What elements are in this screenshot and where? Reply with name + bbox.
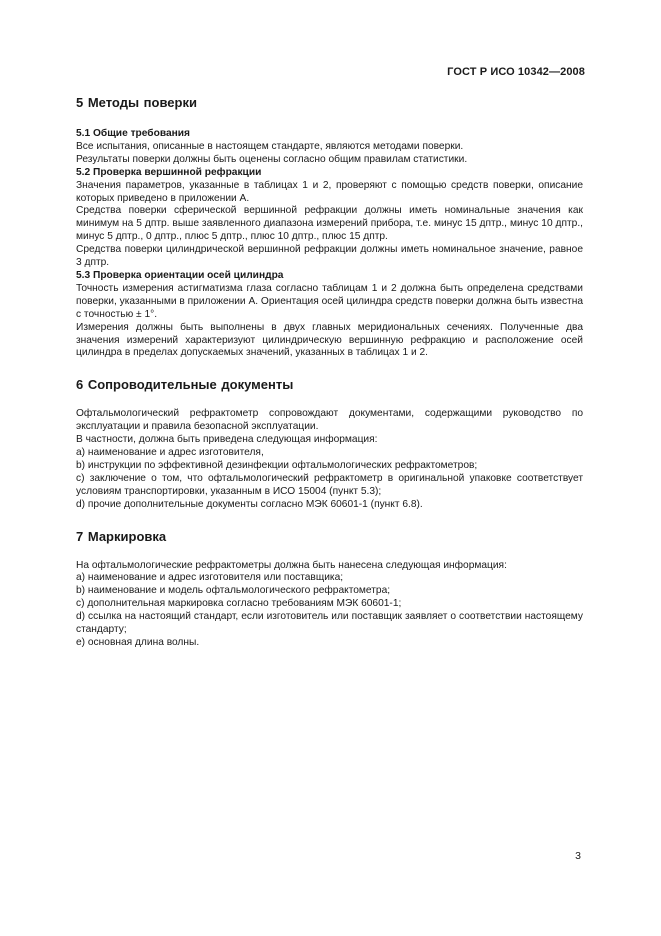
subsection-5-3-heading: 5.3 Проверка ориентации осей цилиндра: [76, 269, 284, 281]
list-item-7-a: a) наименование и адрес изготовителя или поставщика;: [76, 572, 344, 584]
paragraph-5-1-2: Результаты поверки должны быть оценены согласно общим правилам статистики.: [76, 153, 468, 165]
paragraph-5-2-3: Средства поверки цилиндрической вершинной рефракции должны иметь номинальное значение, равное 3 дптр.: [76, 244, 583, 269]
document-body: [76, 95, 583, 650]
list-item-7-b: b) наименование и модель офтальмологического рефрактометра;: [76, 585, 391, 597]
paragraph-7-1: На офтальмологические рефрактометры должна быть нанесена следующая информация:: [76, 559, 507, 571]
paragraph-5-1-1: Все испытания, описанные в настоящем стандарте, являются методами поверки.: [76, 140, 464, 152]
list-item-6-d: d) прочие дополнительные документы согласно МЭК 60601-1 (пункт 6.8).: [76, 498, 423, 510]
page-number: 3: [575, 850, 581, 862]
section-6-heading: 6 Сопроводительные документы: [76, 377, 294, 393]
list-item-6-b: b) инструкции по эффективной дезинфекции офтальмологических рефрактометров;: [76, 459, 478, 471]
document-standard-id: ГОСТ Р ИСО 10342—2008: [447, 66, 585, 78]
section-7-heading: 7 Маркировка: [76, 528, 167, 544]
section-5-heading: 5 Методы поверки: [76, 95, 197, 110]
paragraph-5-3-1: Точность измерения астигматизма глаза согласно таблицам 1 и 2 должна быть определена средствами поверки, указанными в приложении А. Ориентация осей цилиндра средств поверки должна быть известна с точностью ± 1°.: [76, 282, 583, 320]
list-item-6-c: c) заключение о том, что офтальмологический рефрактометр в оригинальной упаковке соответствует условиям транспортировки, указанным в ИСО 15004 (пункт 5.3);: [76, 472, 583, 497]
subsection-5-1-heading: 5.1 Общие требования: [76, 128, 190, 139]
list-item-7-d: d) ссылка на настоящий стандарт, если изготовитель или поставщик заявляет о соответствии настоящему стандарту;: [76, 611, 583, 636]
subsection-5-2-heading: 5.2 Проверка вершинной рефракции: [76, 166, 262, 178]
list-item-7-e: e) основная длина волны.: [76, 637, 200, 648]
list-item-6-a: a) наименование и адрес изготовителя,: [76, 447, 264, 459]
paragraph-5-2-1: Значения параметров, указанные в таблицах 1 и 2, проверяют с помощью средств поверки, описание которых приведено в приложении А.: [76, 179, 583, 204]
paragraph-5-3-2: Измерения должны быть выполнены в двух главных меридиональных сечениях. Полученные два значения измерений характеризуют цилиндрическую вершинную рефракцию и расположение осей цилиндра в пределах допускаемых значений, указанных в таблицах 1 и 2.: [76, 321, 583, 359]
paragraph-6-2: В частности, должна быть приведена следующая информация:: [76, 434, 378, 446]
paragraph-6-1: Офтальмологический рефрактометр сопровождают документами, содержащими руководство по эксплуатации и правила безопасной эксплуатации.: [76, 408, 583, 433]
list-item-7-c: c) дополнительная маркировка согласно требованиям МЭК 60601-1;: [76, 598, 402, 610]
paragraph-5-2-2: Средства поверки сферической вершинной рефракции должны иметь номинальные значения как минимум на 5 дптр. выше заявленного диапазона измерений прибора, т.е. минус 15 дптр., минус 10 дптр., минус 5 дптр., 0 дптр., плюс 5 дптр., плюс 10 дптр., плюс 15 дптр.: [76, 205, 583, 243]
